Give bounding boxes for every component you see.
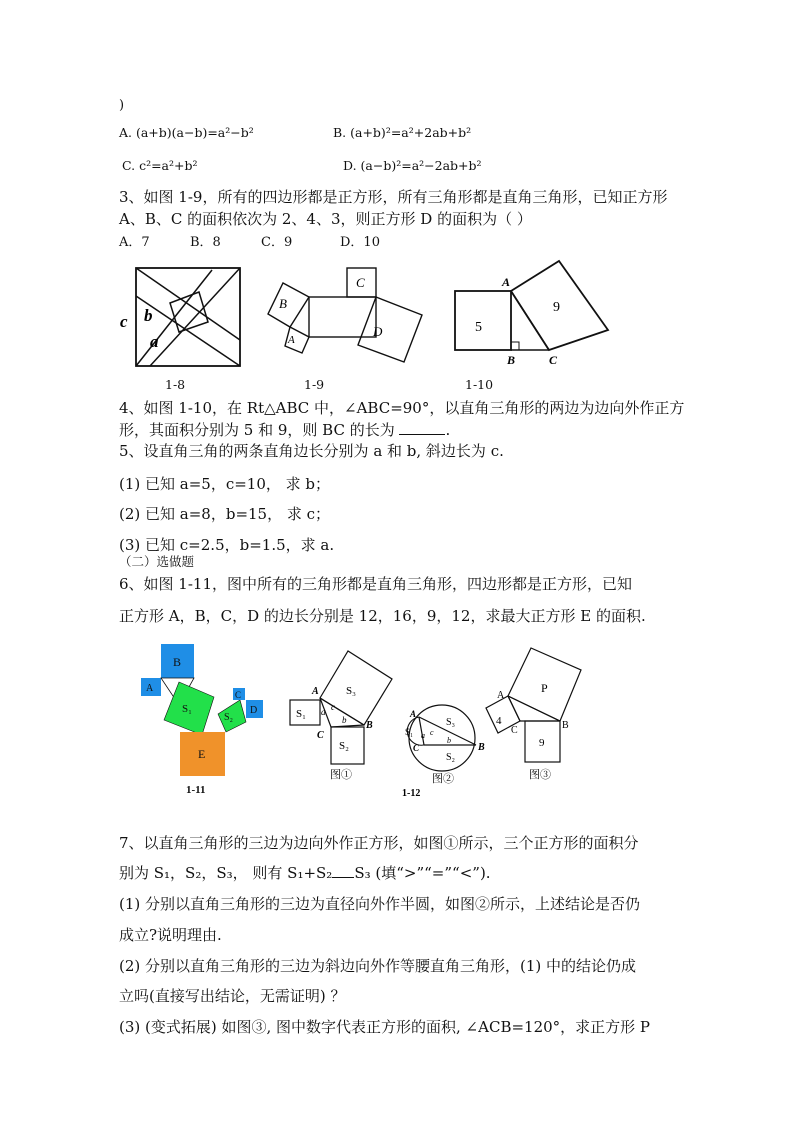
fig18-label-a: a [150,332,159,351]
fig1-label-c-pt: C [317,730,324,741]
q4-line2-text: 形，其面积分别为 5 和 9，则 BC 的长为 [119,421,400,439]
fig19-label-d: D [373,324,383,339]
q6-line2: 正方形 A，B，C，D 的边长分别是 12，16，9，12，求最大正方形 E 的面积. [119,607,646,625]
q4-line1: 4、如图 1-10，在 Rt△ABC 中，∠ABC=90°，以直角三角形的两边为边向外作正方 [119,399,685,417]
fig1-label-b: b [342,715,347,725]
q3-option-b: B．8 [190,235,221,250]
q7-part1-line2: 成立?说明理由. [119,926,222,944]
fig1-label-b-pt: B [366,720,373,731]
fig110-label-c: C [549,353,558,367]
fig110-label-5: 5 [475,320,482,335]
q7-part1-line1: (1) 分别以直角三角形的三边为直径向外作半圆，如图②所示，上述结论是否仍 [119,895,641,913]
q3-option-d: D．10 [340,235,380,250]
fig1-label-a: a [321,707,326,717]
fig2-caption: 图② [432,773,454,785]
fig3-label-c-pt: C [511,725,518,736]
fig111-label-s2: S₂ [224,712,234,723]
caption-1-8: 1-8 [165,377,186,392]
fig2-label-c-pt: C [413,743,420,753]
q7-part2-line1: (2) 分别以直角三角形的三边为斜边向外作等腰直角三角形，(1) 中的结论仍成 [119,957,637,975]
q3-option-a: A．7 [119,235,150,250]
q7-line2-start: 别为 S₁，S₂，S₃， 则有 S₁+S₂ [119,864,333,882]
q7-line2-end: S₃ (填“>”“=”“<”). [354,864,491,882]
fig1-label-s1: S₁ [296,708,306,720]
q6-line1: 6、如图 1-11，图中所有的三角形都是直角三角形，四边形都是正方形，已知 [119,575,633,593]
fig1-label-a-pt: A [312,686,319,697]
fig2-label-c: c [430,728,434,737]
q5-title: 5、设直角三角的两条直角边长分别为 a 和 b, 斜边长为 c. [119,442,504,460]
fig19-label-c: C [356,275,365,290]
fig1-label-s3: S₃ [346,685,356,697]
fig110-label-a: A [502,275,511,289]
fig3-label-a-pt: A [497,690,505,701]
fig3-label-4: 4 [496,715,502,727]
q7-line1: 7、以直角三角形的三边为边向外作正方形，如图①所示，三个正方形的面积分 [119,834,639,852]
q7-part2-line2: 立吗(直接写出结论，无需证明) ？ [119,987,346,1005]
q3-line2: A、B、C 的面积依次为 2、4、3，则正方形 D 的面积为（ ） [119,210,532,228]
q7-part3: (3) (变式拓展) 如图③, 图中数字代表正方形的面积, ∠ACB=120°，求正方形 P [119,1018,651,1036]
continued-paren: ) [119,98,125,113]
fig1-label-c: c [331,702,335,712]
q7-answer-blank [332,865,354,878]
fig19-label-b: B [279,296,287,311]
q5-part1: (1) 已知 a=5，c=10， 求 b； [119,475,331,493]
fig111-label-a: A [146,683,154,694]
section-optional: （二）选做题 [119,554,195,569]
fig3-label-p: P [541,681,548,695]
fig1-label-s2: S₂ [339,740,349,752]
fig3-label-b-pt: B [562,720,569,731]
fig111-label-e: E [198,747,206,761]
option-c: C. c²=a²+b² [122,158,198,173]
fig2-label-a: a [421,731,425,740]
fig18-label-c: c [120,312,128,331]
q7-line2 [119,862,491,883]
fig19-label-a: A [288,334,295,346]
q3-option-c: C．9 [261,235,293,250]
fig111-label-s1: S₁ [182,703,192,715]
q4-line2-end: . [445,421,451,439]
option-d: D. (a−b)²=a²−2ab+b² [343,158,482,173]
option-a: A. (a+b)(a−b)=a²−b² [119,125,254,140]
option-b: B. (a+b)²=a²+2ab+b² [333,125,472,140]
fig2-label-a-pt: A [410,709,417,719]
caption-1-10: 1-10 [465,377,494,392]
fig2-label-b-pt: B [478,742,485,753]
fig111-label-c: C [235,690,242,700]
q5-part3: (3) 已知 c=2.5，b=1.5，求 a. [119,536,335,554]
fig111-caption: 1-11 [186,784,206,796]
fig2-label-s1: S₁ [405,727,414,737]
fig2-label-s3: S₃ [446,717,456,728]
fig110-label-9: 9 [553,300,560,315]
fig110-label-b: B [507,353,516,367]
fig2-label-b: b [447,736,451,745]
fig3-caption: 图③ [529,769,551,781]
fig1-caption: 图① [330,769,352,781]
fig112-caption: 1-12 [402,788,421,799]
fig18-label-b: b [144,306,153,325]
q5-part2: (2) 已知 a=8，b=15， 求 c； [119,505,331,523]
caption-1-9: 1-9 [304,377,325,392]
fig3-label-9: 9 [539,737,545,749]
fig111-label-d: D [250,705,258,716]
fig111-label-b: B [173,655,182,669]
q3-line1: 3、如图 1-9，所有的四边形都是正方形，所有三角形都是直角三角形，已知正方形 [119,188,668,206]
fig2-label-s2: S₂ [446,752,456,763]
